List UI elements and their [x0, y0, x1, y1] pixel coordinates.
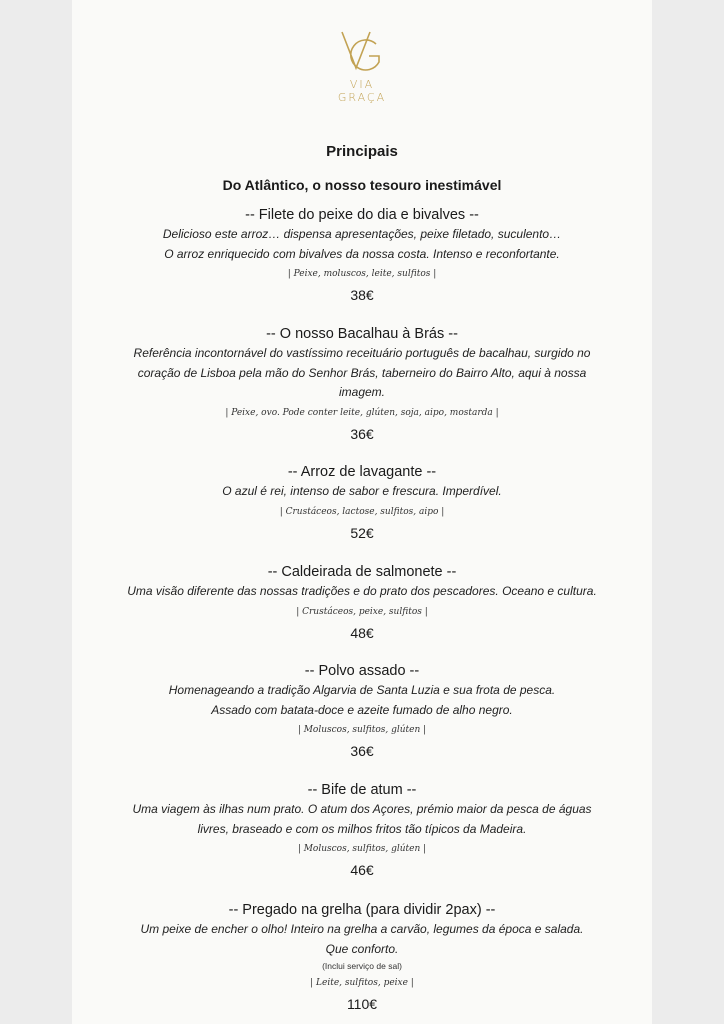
- dish-description: Que conforto.: [325, 941, 399, 956]
- dish-allergens: | Leite, sulfitos, peixe |: [310, 978, 414, 988]
- dish-allergens: | Moluscos, sulfitos, glúten |: [297, 844, 427, 854]
- dish-price: 48€: [350, 624, 374, 641]
- dish-description: Delicioso este arroz… dispensa apresentações, peixe filetado, suculento…: [162, 227, 562, 241]
- dish-description: Um peixe de encher o olho! Inteiro na grelha a carvão, legumes da época e salada.: [140, 922, 584, 936]
- dish-description: livres, braseado e com os milhos fritos tão típicos da Madeira.: [197, 821, 527, 836]
- dish-price: 36€: [350, 743, 374, 759]
- dish-name: -- O nosso Bacalhau à Brás --: [266, 326, 458, 342]
- dish-name: -- Caldeirada de salmonete --: [267, 564, 457, 580]
- menu-item: [82, 205, 642, 306]
- dish-description: coração de Lisboa pela mão do Senhor Brás, taberneiro do Bairro Alto, aqui à nossa: [137, 365, 587, 380]
- dish-note: (Inclui serviço de sal): [322, 961, 402, 971]
- dish-allergens: | Peixe, moluscos, leite, sulfitos |: [287, 269, 437, 279]
- menu-page: [72, 0, 652, 1024]
- dish-allergens: | Moluscos, sulfitos, glúten |: [297, 725, 427, 735]
- dish-price: 36€: [350, 425, 374, 442]
- menu-item: [82, 562, 642, 644]
- menu-item: [82, 324, 642, 445]
- dish-allergens: | Peixe, ovo. Pode conter leite, glúten, soja, aipo, mostarda |: [225, 407, 499, 418]
- section-title: Principais: [326, 143, 398, 160]
- dish-description: Assado com batata-doce e azeite fumado de alho negro.: [211, 702, 513, 717]
- dish-allergens: | Crustáceos, peixe, sulfitos |: [296, 606, 428, 617]
- logo-text-graca: GRAÇA: [337, 91, 387, 104]
- dish-price: 110€: [346, 996, 378, 1012]
- dish-price: 52€: [350, 524, 374, 541]
- menu-item: [82, 780, 642, 881]
- brand-logo: [332, 30, 392, 114]
- dish-name: -- Arroz de lavagante --: [287, 464, 437, 480]
- dish-description: Referência incontornável do vastíssimo receituário português de bacalhau, surgido no: [133, 346, 591, 360]
- menu-item: [82, 900, 642, 1015]
- dish-description: imagem.: [338, 385, 385, 399]
- dish-name: -- Filete do peixe do dia e bivalves --: [245, 207, 479, 223]
- logo-text-via: VIA: [349, 78, 375, 91]
- menu-item: [82, 462, 642, 544]
- dish-description: Uma viagem às ilhas num prato. O atum dos Açores, prémio maior da pesca de águas: [132, 802, 592, 816]
- section-subtitle: Do Atlântico, o nosso tesouro inestimável: [222, 177, 502, 193]
- dish-name: -- Pregado na grelha (para dividir 2pax) --: [228, 902, 496, 918]
- dish-description: Uma visão diferente das nossas tradições e do prato dos pescadores. Oceano e cultura.: [127, 584, 597, 598]
- dish-allergens: | Crustáceos, lactose, sulfitos, aipo |: [279, 506, 445, 517]
- dish-price: 38€: [350, 287, 374, 303]
- dish-name: -- Bife de atum --: [307, 782, 417, 798]
- dish-description: O arroz enriquecido com bivalves da nossa costa. Intenso e reconfortante.: [164, 246, 560, 261]
- dish-description: O azul é rei, intenso de sabor e frescura. Imperdível.: [222, 484, 502, 498]
- dish-description: Homenageando a tradição Algarvia de Santa Luzia e sua frota de pesca.: [168, 683, 556, 697]
- dish-name: -- Polvo assado --: [304, 663, 420, 679]
- vg-monogram-icon: [339, 30, 385, 78]
- menu-item: [82, 661, 642, 762]
- dish-price: 46€: [350, 862, 374, 878]
